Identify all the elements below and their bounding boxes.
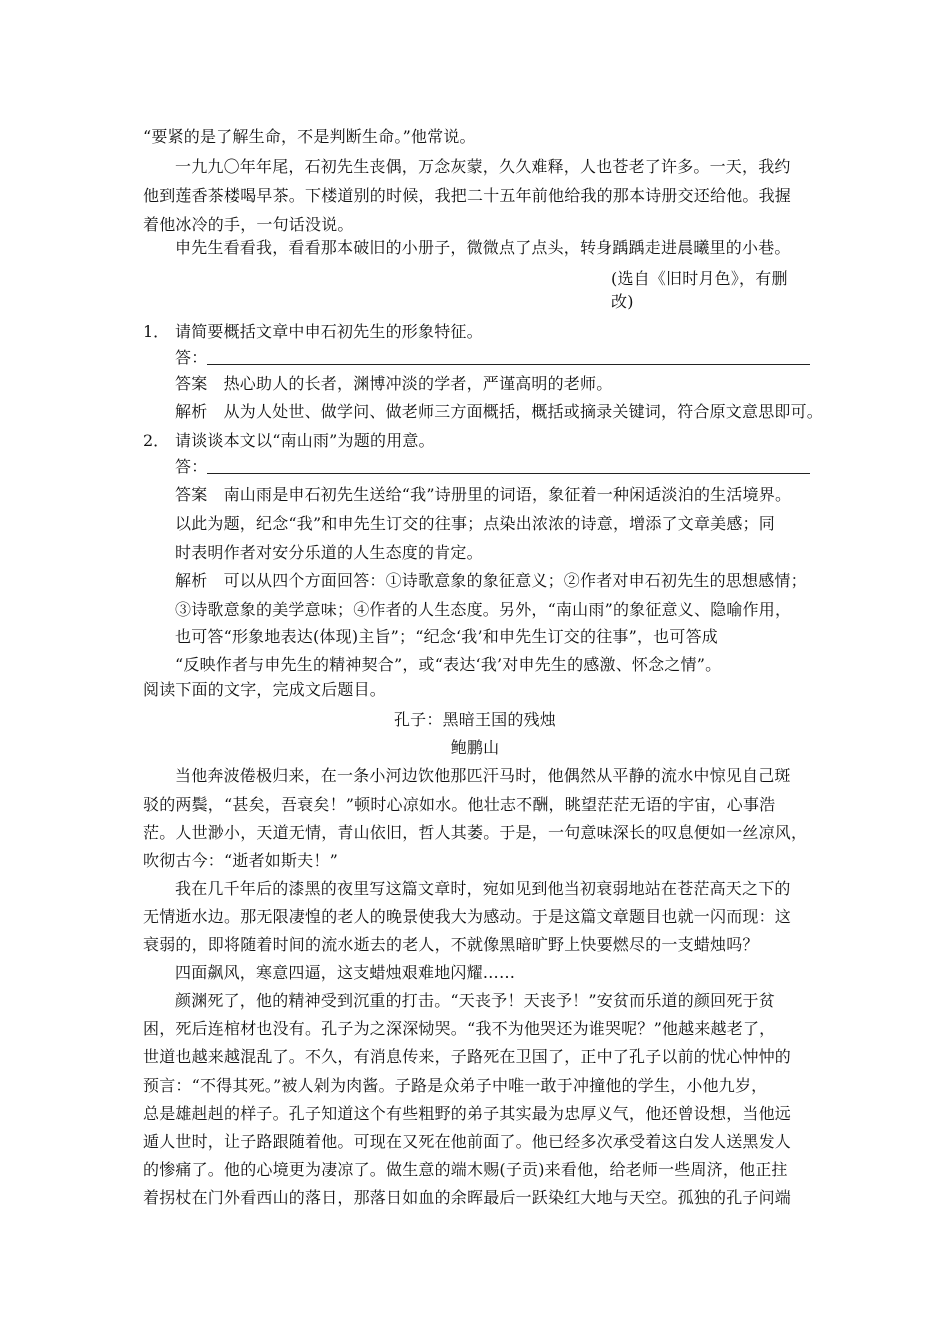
- answer-label: 答：: [175, 348, 208, 367]
- passage1-line: 着他冰冷的手，一句话没说。: [143, 215, 354, 234]
- analysis-text: “反映作者与申先生的精神契合”，或“表达‘我’对申先生的感激、怀念之情”。: [175, 655, 722, 674]
- passage2-line: 遁人世时，让子路跟随着他。可现在又死在他前面了。他已经多次承受着这白发人送黑发人: [143, 1132, 792, 1151]
- passage2-line: 茫。人世渺小，天道无情，青山依旧，哲人其萎。于是，一句意味深长的叹息便如一丝凉风，: [143, 823, 808, 842]
- passage1-source: 改): [611, 292, 634, 311]
- analysis-text: 也可答“形象地表达(体现)主旨”；“纪念‘我’和申先生订交的往事”，也可答成: [175, 627, 718, 646]
- passage2-line: 的惨痛了。他的心境更为凄凉了。做生意的端木赐(子贡)来看他，给老师一些周济，他正拄: [143, 1160, 788, 1179]
- answer-text: 以此为题，纪念“我”和申先生订交的往事；点染出浓浓的诗意，增添了文章美感；同: [175, 514, 775, 533]
- passage2-line: 衰弱的，即将随着时间的流水逝去的老人，不就像黑暗旷野上快要燃尽的一支蜡烛吗？: [143, 935, 759, 954]
- question-prompt: 请谈谈本文以“南山雨”为题的用意。: [175, 431, 435, 450]
- answer-text: 答案 热心助人的长者，渊博冲淡的学者，严谨高明的老师。: [175, 374, 613, 393]
- passage1-line: “要紧的是了解生命，不是判断生命。”他常说。: [143, 127, 476, 146]
- reading-instruction: 阅读下面的文字，完成文后题目。: [143, 680, 387, 699]
- passage2-line: 总是雄赳赳的样子。孔子知道这个有些粗野的弟子其实最为忠厚义气，他还曾设想，当他远: [143, 1104, 792, 1123]
- passage1-line: 他到莲香茶楼喝早茶。下楼道别的时候，我把二十五年前他给我的那本诗册交还给他。我握: [143, 186, 792, 205]
- passage2-line: 困，死后连棺材也没有。孔子为之深深恸哭。“我不为他哭还为谁哭呢？”他越来越老了，: [143, 1019, 776, 1038]
- passage1-line: 申先生看看我，看看那本破旧的小册子，微微点了点头，转身踽踽走进晨曦里的小巷。: [175, 238, 791, 257]
- passage1-source: (选自《旧时月色》，有删: [611, 269, 788, 288]
- analysis-text: 解析 从为人处世、做学问、做老师三方面概括，概括或摘录关键词，符合原文意思即可。: [175, 402, 824, 421]
- passage2-line: 吹彻古今：“逝者如斯夫！”: [143, 851, 338, 870]
- passage2-line: 预言：“不得其死。”被人剁为肉酱。子路是众弟子中唯一敢于冲撞他的学生，小他九岁，: [143, 1076, 768, 1095]
- passage2-line: 着拐杖在门外看西山的落日，那落日如血的余晖最后一跃染红大地与天空。孤独的孔子问端: [143, 1188, 792, 1207]
- passage-title: 孔子：黑暗王国的残烛: [393, 710, 556, 729]
- passage2-line: 我在几千年后的漆黑的夜里写这篇文章时，宛如见到他当初衰弱地站在苍茫高天之下的: [175, 879, 791, 898]
- passage1-line: 一九九〇年年尾，石初先生丧偶，万念灰蒙，久久难释，人也苍老了许多。一天，我约: [175, 157, 791, 176]
- question-prompt: 请简要概括文章中申石初先生的形象特征。: [175, 322, 483, 341]
- answer-text: 时表明作者对安分乐道的人生态度的肯定。: [175, 543, 483, 562]
- analysis-text: ③诗歌意象的美学意味；④作者的人生态度。另外，“南山雨”的象征意义、隐喻作用，: [175, 600, 792, 619]
- answer-blank-line[interactable]: [207, 364, 810, 365]
- question-number: 1．: [143, 322, 170, 341]
- answer-blank-line[interactable]: [207, 473, 810, 474]
- passage2-line: 当他奔波倦极归来，在一条小河边饮他那匹汗马时，他偶然从平静的流水中惊见自己斑: [175, 766, 791, 785]
- question-number: 2．: [143, 431, 170, 450]
- passage2-line: 无情逝水边。那无限凄惶的老人的晚景使我大为感动。于是这篇文章题目也就一闪而现：这: [143, 907, 792, 926]
- passage2-line: 颜渊死了，他的精神受到沉重的打击。“天丧予！天丧予！”安贫而乐道的颜回死于贫: [175, 991, 775, 1010]
- passage2-line: 世道也越来越混乱了。不久，有消息传来，子路死在卫国了，正中了孔子以前的忧心忡忡的: [143, 1047, 792, 1066]
- answer-text: 答案 南山雨是申石初先生送给“我”诗册里的词语，象征着一种闲适淡泊的生活境界。: [175, 485, 792, 504]
- passage2-line: 四面飙风，寒意四逼，这支蜡烛艰难地闪耀……: [175, 963, 516, 982]
- answer-label: 答：: [175, 457, 208, 476]
- analysis-text: 解析 可以从四个方面回答：①诗歌意象的象征意义；②作者对申石初先生的思想感情；: [175, 571, 807, 590]
- passage2-line: 驳的两鬓，“甚矣，吾衰矣！”顿时心凉如水。他壮志不酬，眺望茫茫无语的宇宙，心事浩: [143, 795, 776, 814]
- passage-author: 鲍鹏山: [450, 738, 500, 757]
